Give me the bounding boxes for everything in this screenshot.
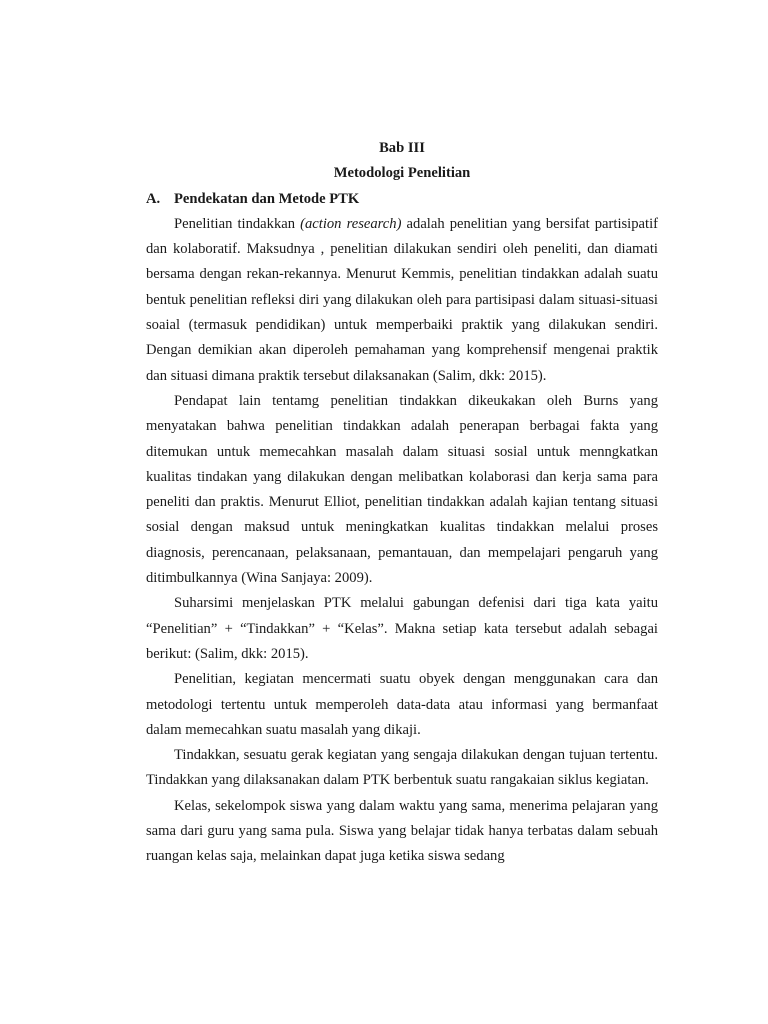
chapter-number: Bab III (379, 140, 425, 156)
section-number: A. (146, 190, 161, 207)
document-body (146, 136, 658, 870)
paragraph-suharsimi: Suharsimi menjelaskan PTK melalui gabungan defenisi dari tiga kata yaitu “Penelitian” + “Tindakkan” + “Kelas”. Makna setiap kata tersebut adalah sebagai berikut: (Salim, dkk: 2015). (146, 595, 658, 662)
paragraph-text-start: Penelitian tindakkan (174, 215, 301, 232)
chapter-title: Metodologi Penelitian (333, 165, 471, 182)
paragraph-penelitian: Penelitian, kegiatan mencermati suatu obyek dengan menggunakan cara dan metodologi tertentu untuk memperoleh data-data atau informasi yang bermanfaat dalam memecahkan suatu masalah yang dikaji. (146, 671, 658, 738)
paragraph-kelas: Kelas, sekelompok siswa yang dalam waktu yang sama, menerima pelajaran yang sama dari guru yang sama pula. Siswa yang belajar tidak hanya terbatas dalam sebuah ruangan kelas saja, melainkan dapat juga ketika siswa sedang (146, 797, 658, 865)
section-heading (146, 187, 658, 212)
paragraph-italic-term: (action research) (300, 215, 402, 232)
paragraph-action-research (146, 212, 658, 389)
paragraph-text-rest: adalah penelitian yang bersifat partisipatif dan kolaboratif. Maksudnya , penelitian dilakukan sendiri oleh peneliti, dan diamati bersama dengan rekan-rekannya. Menurut Kemmis, penelitian tindakkan adalah suatu bentuk penelitian refleksi diri yang dilakukan oleh para partisipasi dalam situasi-situasi soaial (termasuk pendidikan) untuk memperbaiki praktik yang dilakukan sendiri. Dengan demikian akan diperoleh pemahaman yang komprehensif mengenai praktik dan situasi dimana praktik tersebut dilaksanakan (Salim, dkk: 2015). (146, 215, 658, 384)
section-title: Pendekatan dan Metode PTK (174, 190, 360, 207)
paragraph-burns-elliot: Pendapat lain tentamg penelitian tindakkan dikeukakan oleh Burns yang menyatakan bahwa penelitian tindakkan adalah penerapan berbagai fakta yang ditemukan untuk memecahkan masalah dalam situasi sosial untuk menngkatkan kualitas tindakan yang dilakukan dengan melibatkan kolaborasi dan kerja sama para peneliti dan praktis. Menurut Elliot, penelitian tindakkan adalah kajian tentang situasi sosial dengan maksud untuk meningkatkan kualitas tindakkan melalui proses diagnosis, perencanaan, pelaksanaan, pemantauan, dan mempelajari pengaruh yang ditimbulkannya (Wina Sanjaya: 2009). (146, 392, 658, 587)
paragraph-tindakkan: Tindakkan, sesuatu gerak kegiatan yang sengaja dilakukan dengan tujuan tertentu. Tindakkan yang dilaksanakan dalam PTK berbentuk suatu rangakaian siklus kegiatan. (146, 747, 658, 789)
